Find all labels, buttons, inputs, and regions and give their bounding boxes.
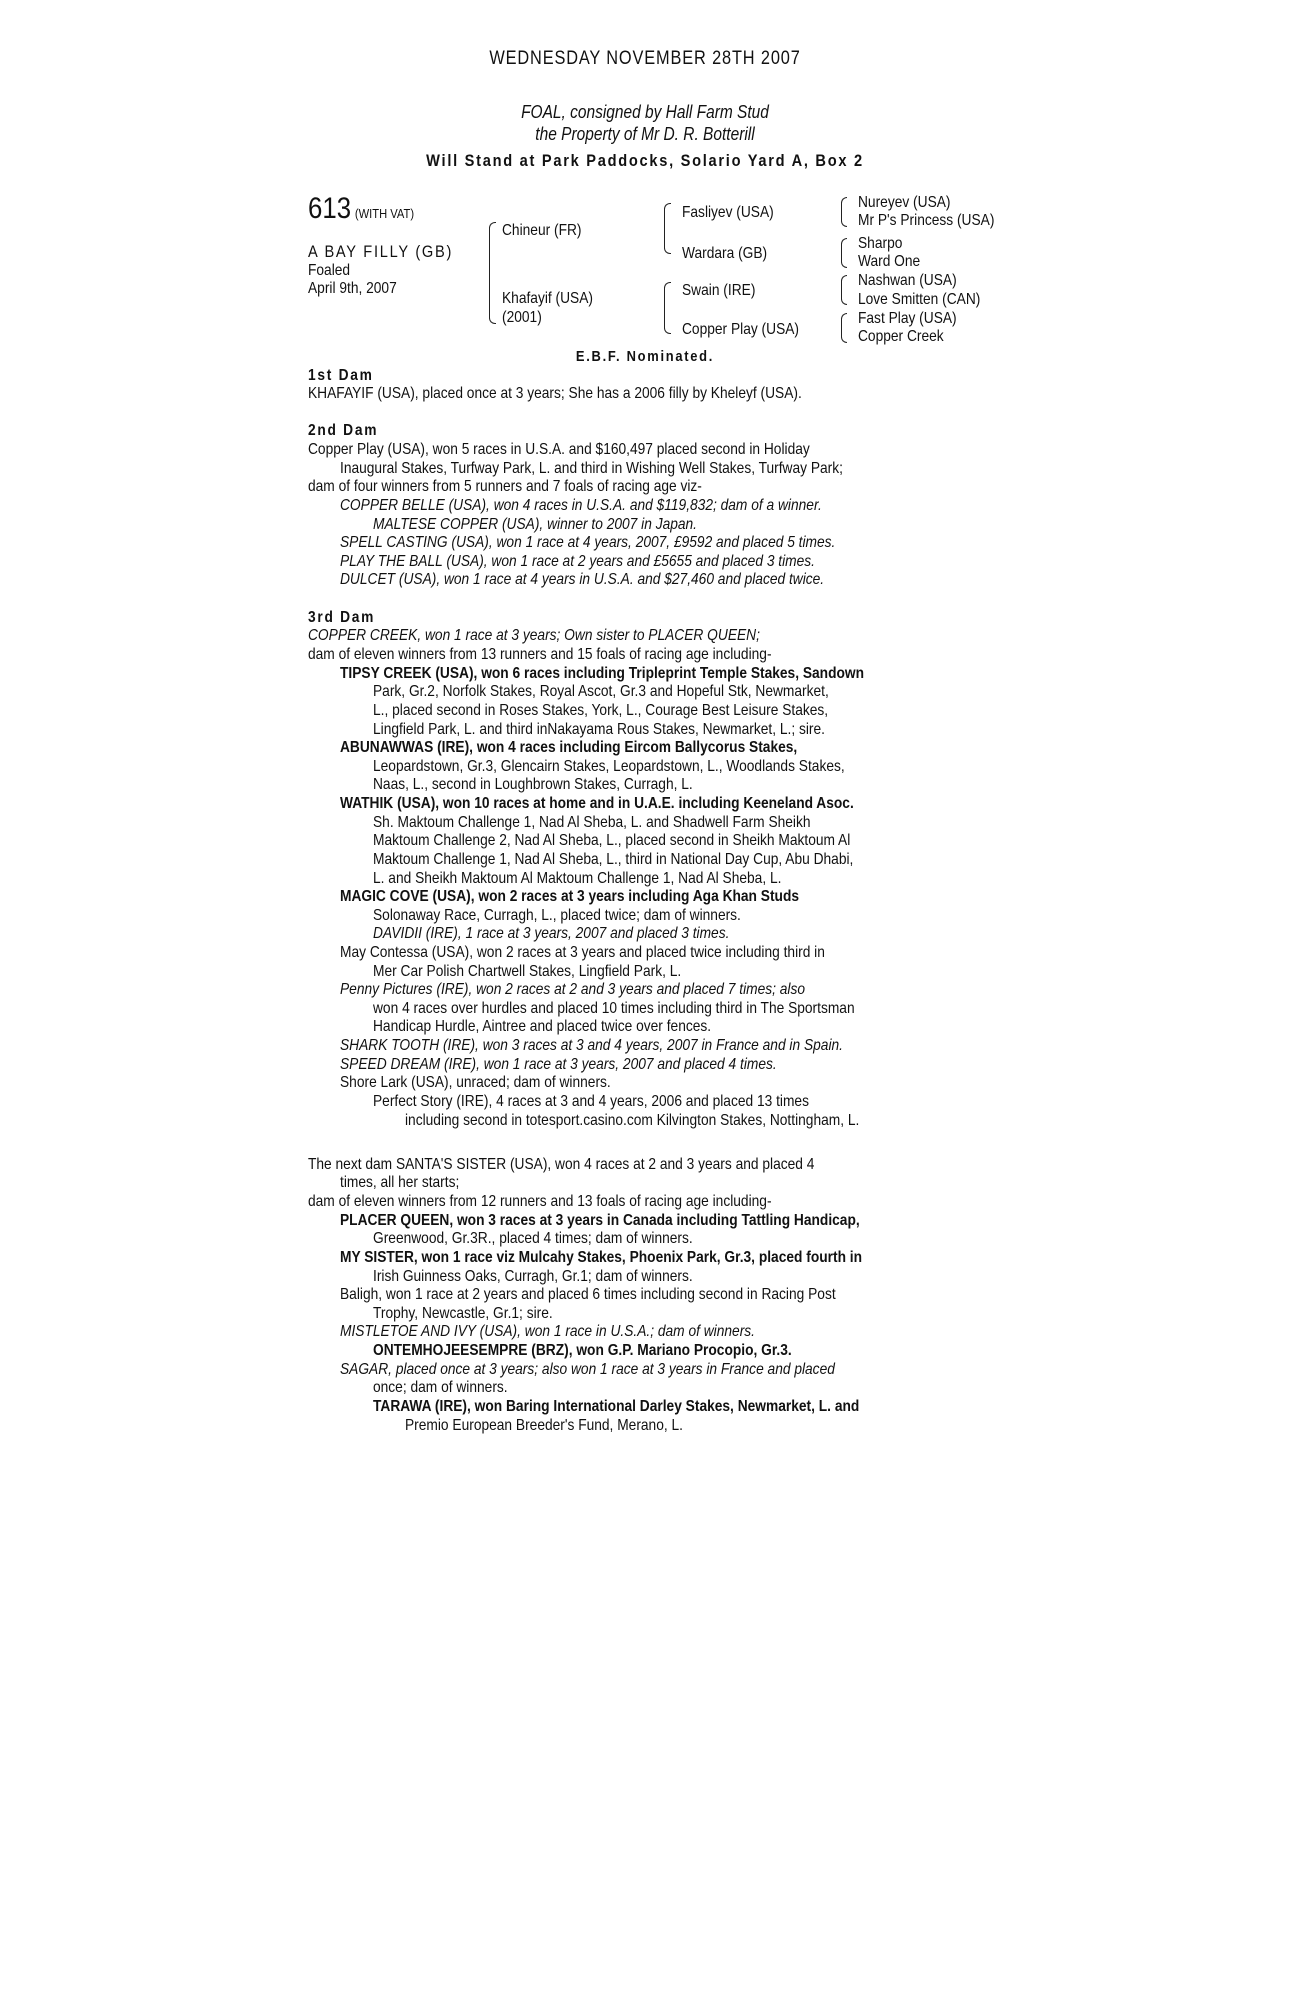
second-dam-line: Inaugural Stakes, Turfway Park, L. and third in Wishing Well Stakes, Turfway Park;: [340, 460, 843, 477]
third-dam-line: Solonaway Race, Curragh, L., placed twice; dam of winners.: [373, 907, 741, 924]
next-dam-line: dam of eleven winners from 12 runners and 13 foals of racing age including-: [308, 1193, 772, 1210]
third-dam-line: Leopardstown, Gr.3, Glencairn Stakes, Leopardstown, L., Woodlands Stakes,: [373, 758, 845, 775]
third-dam-line: Penny Pictures (IRE), won 2 races at 2 and 3 years and placed 7 times; also: [340, 981, 806, 998]
pedigree-g2: Mr P's Princess (USA): [858, 212, 995, 229]
third-dam-line: won 4 races over hurdles and placed 10 times including third in The Sportsman: [373, 1000, 855, 1017]
pedigree-g5: Nashwan (USA): [858, 272, 957, 289]
second-dam-line: Copper Play (USA), won 5 races in U.S.A. and $160,497 placed second in Holiday: [308, 441, 810, 458]
sire-name: Chineur (FR): [502, 222, 582, 239]
third-dam-line: Park, Gr.2, Norfolk Stakes, Royal Ascot, Gr.3 and Hopeful Stk, Newmarket,: [373, 683, 829, 700]
foaled-date: April 9th, 2007: [308, 280, 397, 297]
pedigree-brace-g4: [841, 313, 847, 343]
third-dam-line: Maktoum Challenge 1, Nad Al Sheba, L., third in National Day Cup, Abu Dhabi,: [373, 851, 854, 868]
ebf-nominated: E.B.F. Nominated.: [575, 348, 715, 365]
first-dam-line: KHAFAYIF (USA), placed once at 3 years; She has a 2006 filly by Kheleyf (USA).: [308, 385, 802, 402]
third-dam-line: Mer Car Polish Chartwell Stakes, Lingfield Park, L.: [373, 963, 682, 980]
next-dam-line: ONTEMHOJEESEMPRE (BRZ), won G.P. Mariano Procopio, Gr.3.: [373, 1342, 792, 1359]
second-dam-line: dam of four winners from 5 runners and 7 foals of racing age viz-: [308, 478, 702, 495]
third-dam-line: Handicap Hurdle, Aintree and placed twice over fences.: [373, 1018, 712, 1035]
second-dam-line: MALTESE COPPER (USA), winner to 2007 in Japan.: [373, 516, 698, 533]
next-dam-line: MISTLETOE AND IVY (USA), won 1 race in U.S.A.; dam of winners.: [340, 1323, 755, 1340]
foaled-label: Foaled: [308, 262, 351, 279]
second-dam-heading: 2nd Dam: [308, 422, 379, 439]
next-dam-line: PLACER QUEEN, won 3 races at 3 years in Canada including Tattling Handicap,: [340, 1212, 860, 1229]
third-dam-line: L., placed second in Roses Stakes, York, L., Courage Best Leisure Stakes,: [373, 702, 829, 719]
second-dam-line: PLAY THE BALL (USA), won 1 race at 2 years and £5655 and placed 3 times.: [340, 553, 815, 570]
pedigree-g1: Nureyev (USA): [858, 194, 951, 211]
next-dam-line: once; dam of winners.: [373, 1379, 508, 1396]
next-dam-line: TARAWA (IRE), won Baring International Darley Stakes, Newmarket, L. and: [373, 1398, 860, 1415]
sale-date: WEDNESDAY NOVEMBER 28TH 2007: [489, 48, 801, 69]
third-dam-line: SHARK TOOTH (IRE), won 3 races at 3 and 4 years, 2007 in France and in Spain.: [340, 1037, 843, 1054]
third-dam-heading: 3rd Dam: [308, 609, 376, 626]
next-dam-line: times, all her starts;: [340, 1174, 460, 1191]
dam-year: (2001): [502, 309, 542, 326]
lot-number-line: [308, 193, 414, 225]
third-dam-line: MAGIC COVE (USA), won 2 races at 3 years including Aga Khan Studs: [340, 888, 800, 905]
dam-dam: Copper Play (USA): [682, 321, 800, 338]
next-dam-line: The next dam SANTA'S SISTER (USA), won 4 races at 2 and 3 years and placed 4: [308, 1156, 815, 1173]
third-dam-line: Perfect Story (IRE), 4 races at 3 and 4 years, 2006 and placed 13 times: [373, 1093, 809, 1110]
third-dam-line: ABUNAWWAS (IRE), won 4 races including Eircom Ballycorus Stakes,: [340, 739, 798, 756]
third-dam-line: COPPER CREEK, won 1 race at 3 years; Own sister to PLACER QUEEN;: [308, 627, 760, 644]
pedigree-g6: Love Smitten (CAN): [858, 291, 981, 308]
pedigree-brace-g2: [841, 238, 847, 268]
sire-sire: Fasliyev (USA): [682, 204, 774, 221]
next-dam-line: Trophy, Newcastle, Gr.1; sire.: [373, 1305, 553, 1322]
third-dam-line: May Contessa (USA), won 2 races at 3 years and placed twice including third in: [340, 944, 825, 961]
consigned-by: FOAL, consigned by Hall Farm Stud: [521, 102, 769, 122]
third-dam-line: Lingfield Park, L. and third inNakayama Rous Stakes, Newmarket, L.; sire.: [373, 721, 825, 738]
dam-sire: Swain (IRE): [682, 282, 756, 299]
third-dam-line: L. and Sheikh Maktoum Al Maktoum Challenge 1, Nad Al Sheba, L.: [373, 870, 782, 887]
third-dam-line: SPEED DREAM (IRE), won 1 race at 3 years, 2007 and placed 4 times.: [340, 1056, 777, 1073]
dam-name: Khafayif (USA): [502, 290, 593, 307]
pedigree-g7: Fast Play (USA): [858, 310, 957, 327]
third-dam-line: dam of eleven winners from 13 runners and 15 foals of racing age including-: [308, 646, 772, 663]
next-dam-line: MY SISTER, won 1 race viz Mulcahy Stakes, Phoenix Park, Gr.3, placed fourth in: [340, 1249, 863, 1266]
first-dam-heading: 1st Dam: [308, 367, 374, 384]
pedigree-brace-g3: [841, 275, 847, 305]
lot-description: A BAY FILLY (GB): [308, 242, 454, 261]
vat-note: (WITH VAT): [354, 206, 415, 221]
lot-number: 613: [308, 192, 352, 225]
second-dam-line: SPELL CASTING (USA), won 1 race at 4 years, 2007, £9592 and placed 5 times.: [340, 534, 836, 551]
third-dam-line: WATHIK (USA), won 10 races at home and in U.A.E. including Keeneland Asoc.: [340, 795, 854, 812]
pedigree-brace-main: [489, 222, 496, 324]
next-dam-line: SAGAR, placed once at 3 years; also won 1 race at 3 years in France and placed: [340, 1361, 835, 1378]
third-dam-line: Naas, L., second in Loughbrown Stakes, Curragh, L.: [373, 776, 693, 793]
third-dam-line: TIPSY CREEK (USA), won 6 races including Tripleprint Temple Stakes, Sandown: [340, 665, 865, 682]
third-dam-line: DAVIDII (IRE), 1 race at 3 years, 2007 and placed 3 times.: [373, 925, 730, 942]
pedigree-brace-sire: [664, 203, 671, 254]
next-dam-line: Greenwood, Gr.3R., placed 4 times; dam of winners.: [373, 1230, 693, 1247]
pedigree-brace-g1: [841, 197, 847, 227]
next-dam-line: Baligh, won 1 race at 2 years and placed 6 times including second in Racing Post: [340, 1286, 836, 1303]
next-dam-line: Irish Guinness Oaks, Curragh, Gr.1; dam of winners.: [373, 1268, 693, 1285]
second-dam-line: COPPER BELLE (USA), won 4 races in U.S.A. and $119,832; dam of a winner.: [340, 497, 822, 514]
pedigree-g3: Sharpo: [858, 235, 903, 252]
property-of: the Property of Mr D. R. Botterill: [535, 124, 755, 144]
third-dam-line: Sh. Maktoum Challenge 1, Nad Al Sheba, L. and Shadwell Farm Sheikh: [373, 814, 811, 831]
third-dam-line: Shore Lark (USA), unraced; dam of winners.: [340, 1074, 611, 1091]
sire-dam: Wardara (GB): [682, 245, 768, 262]
third-dam-line: Maktoum Challenge 2, Nad Al Sheba, L., placed second in Sheikh Maktoum Al: [373, 832, 851, 849]
pedigree-brace-dam: [664, 282, 671, 334]
second-dam-line: DULCET (USA), won 1 race at 4 years in U.S.A. and $27,460 and placed twice.: [340, 571, 825, 588]
stand-location: Will Stand at Park Paddocks, Solario Yard A, Box 2: [426, 151, 864, 170]
next-dam-line: Premio European Breeder's Fund, Merano, L.: [405, 1417, 683, 1434]
pedigree-g4: Ward One: [858, 253, 921, 270]
third-dam-line: including second in totesport.casino.com Kilvington Stakes, Nottingham, L.: [405, 1112, 860, 1129]
pedigree-g8: Copper Creek: [858, 328, 944, 345]
